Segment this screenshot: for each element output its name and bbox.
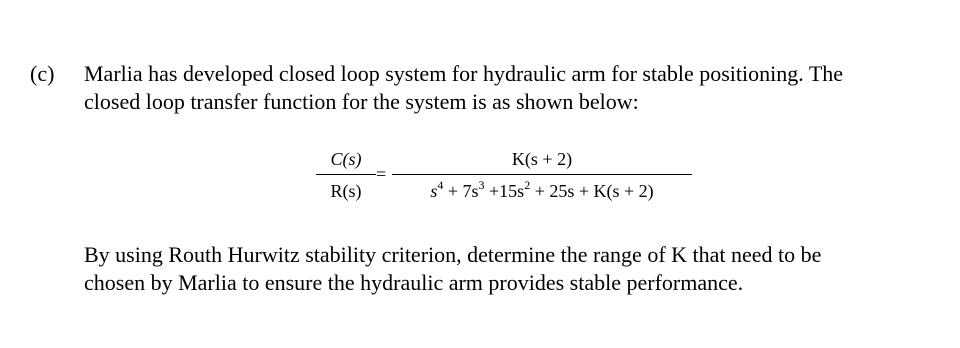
- exponent-2: 2: [524, 178, 531, 192]
- lhs-denominator: R(s): [330, 181, 362, 201]
- intro-line-1: Marlia has developed closed loop system for hydraulic arm for stable positioning. The: [84, 61, 844, 86]
- task-line-1: By using Routh Hurwitz stability criterion, determine the range of K that need to be: [84, 242, 822, 267]
- lhs-fraction-bar: [316, 174, 376, 175]
- exponent-4: 4: [437, 178, 444, 192]
- rhs-denominator: [392, 178, 692, 204]
- exponent-3: 3: [478, 178, 485, 192]
- denominator-s: s: [430, 181, 438, 201]
- question-label: (c): [30, 61, 55, 86]
- question-intro: [84, 60, 944, 116]
- denominator-term-rest: + 25s + K(s + 2): [530, 181, 654, 201]
- denominator-term-7s: + 7s: [443, 181, 479, 201]
- lhs-fraction: [316, 146, 376, 204]
- intro-line-2: closed loop transfer function for the system is as shown below:: [84, 89, 639, 114]
- question-task: [84, 241, 944, 297]
- rhs-fraction: [392, 146, 692, 204]
- denominator-term-15s: +15s: [484, 181, 525, 201]
- equals-sign: =: [376, 164, 387, 184]
- lhs-numerator: C(s): [330, 149, 362, 169]
- rhs-numerator: K(s + 2): [511, 149, 573, 169]
- rhs-fraction-bar: [392, 174, 692, 175]
- transfer-function-equation: [290, 146, 710, 216]
- task-line-2: chosen by Marlia to ensure the hydraulic arm provides stable performance.: [84, 270, 744, 295]
